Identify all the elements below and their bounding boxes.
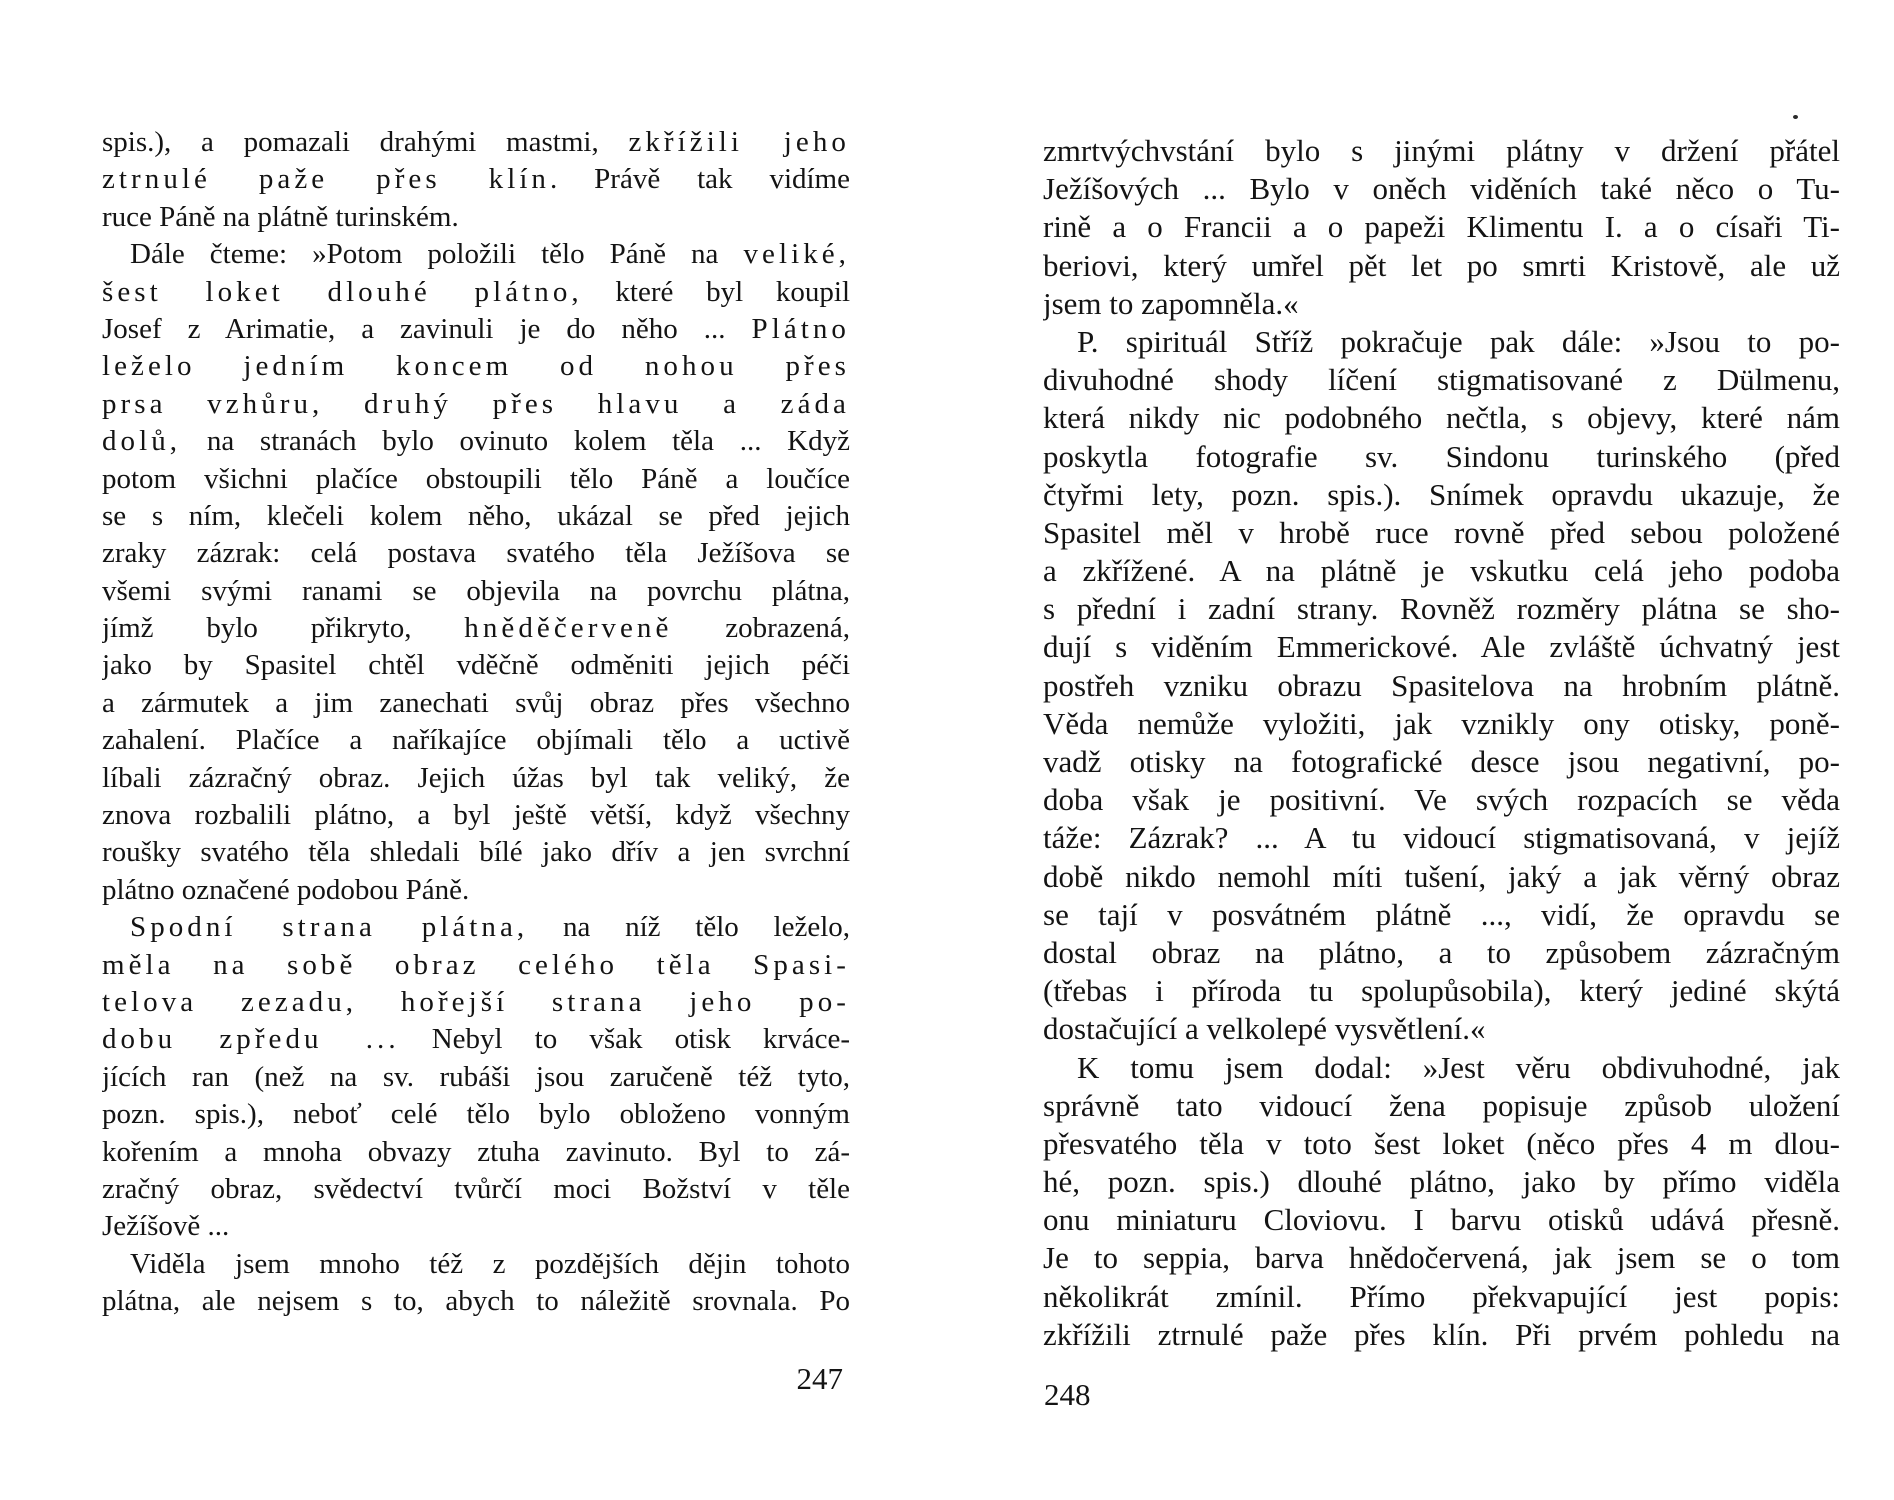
text-line — [102, 423, 850, 460]
text-run: která nikdy nic podobného nečtla, s objevy, které nám — [1043, 400, 1840, 436]
text-run: Spasitel měl v hrobě ruce rovně před sebou položené — [1043, 514, 1840, 550]
text-run: roušky svatého těla shledali bílé jako dřív a jen svrchní — [102, 836, 850, 869]
text-line — [102, 348, 850, 385]
text-run: poskytla fotografie sv. Sindonu turinského (před — [1043, 438, 1840, 474]
text-line — [1043, 1163, 1840, 1201]
text-run: a zkřížené. A na plátně je vskutku celá jeho podoba — [1043, 553, 1840, 589]
text-line — [1043, 399, 1840, 437]
letterspaced-emphasis: Spodní strana plátna, — [130, 911, 529, 944]
text-line — [102, 1096, 850, 1133]
text-run: dují s viděním Emmerickové. Ale zvláště úchvatný jest — [1043, 629, 1840, 665]
text-line — [102, 311, 850, 348]
text-line — [1043, 1087, 1840, 1125]
letterspaced-emphasis: prsa vzhůru, druhý přes hlavu a záda — [102, 387, 850, 420]
text-run: ruce Páně na plátně turinském. — [102, 200, 459, 233]
text-line — [102, 647, 850, 684]
text-line — [1043, 361, 1840, 399]
text-line — [102, 1059, 850, 1096]
text-run: Viděla jsem mnoho též z pozdějších dějin tohoto — [130, 1247, 850, 1280]
text-run: čtyřmi lety, pozn. spis.). Snímek opravdu ukazuje, že — [1043, 476, 1840, 512]
text-line — [102, 461, 850, 498]
text-line — [1043, 438, 1840, 476]
text-line — [102, 1171, 850, 1208]
text-line — [1043, 934, 1840, 972]
text-line — [102, 1208, 850, 1245]
letterspaced-emphasis: dobu zpředu ... — [102, 1023, 400, 1056]
text-run: zračný obraz, svědectví tvůrčí moci Božství v těle — [102, 1172, 850, 1205]
letterspaced-emphasis: měla na sobě obraz celého těla Spasi- — [102, 948, 850, 981]
text-line — [102, 872, 850, 909]
scan-speck-artifact — [1793, 115, 1798, 119]
text-line — [1043, 743, 1840, 781]
text-run: potom všichni plačíce obstoupili tělo Páně a loučíce — [102, 462, 850, 495]
text-line — [102, 909, 850, 946]
text-run: se tají v posvátném plátně ..., vidí, že opravdu se — [1043, 896, 1840, 932]
text-line — [1043, 1239, 1840, 1277]
letterspaced-emphasis: zkřížili jeho — [628, 126, 850, 158]
text-run: zmrtvýchvstání bylo s jinými plátny v držení přátel — [1043, 133, 1840, 168]
text-line — [102, 535, 850, 572]
text-line — [102, 834, 850, 871]
text-line — [1043, 781, 1840, 819]
text-run: Nebyl to však otisk krváce- — [399, 1023, 850, 1056]
text-line — [102, 797, 850, 834]
letterspaced-emphasis: šest loket dlouhé plátno, — [102, 275, 583, 308]
text-run: vadž otisky na fotografické desce jsou negativní, po- — [1043, 744, 1840, 779]
text-line — [1043, 1278, 1840, 1316]
text-run: plátna, ale nejsem s to, abych to náležitě srovnala. Po — [102, 1285, 850, 1318]
text-run: všemi svými ranami se objevila na povrchu plátna, — [102, 574, 850, 607]
text-line — [102, 274, 850, 311]
text-run: dostačující a velkolepé vysvětlení.« — [1043, 1011, 1486, 1047]
text-line — [1043, 896, 1840, 934]
text-line — [102, 386, 850, 423]
text-run: Ježíšových ... Bylo v oněch viděních také něco o Tu- — [1043, 171, 1840, 207]
text-line — [102, 1134, 850, 1171]
text-run: znova rozbalili plátno, a byl ještě větší, když všechny — [102, 799, 850, 832]
text-run: spis.), a pomazali drahými mastmi, — [102, 126, 629, 158]
text-line — [1043, 858, 1840, 896]
letterspaced-emphasis: telova zezadu, hořejší strana jeho po- — [102, 985, 850, 1018]
text-run: jímž bylo přikryto, — [102, 612, 465, 645]
text-line — [1043, 514, 1840, 552]
text-run: Ježíšově ... — [102, 1210, 230, 1243]
text-run: správně tato vidoucí žena popisuje způsob uložení — [1043, 1087, 1840, 1123]
text-line — [102, 722, 850, 759]
text-line — [1043, 1049, 1840, 1087]
text-run: Je to seppia, barva hnědočervená, jak jsem se o tom — [1043, 1240, 1840, 1276]
text-line — [1043, 1316, 1840, 1354]
text-run: beriovi, který umřel pět let po smrti Kristově, ale už — [1043, 247, 1840, 283]
text-run: na níž tělo leželo, — [528, 911, 850, 944]
text-run: které byl koupil — [582, 275, 850, 308]
text-line — [102, 610, 850, 647]
text-run: několikrát zmínil. Přímo překvapující jest popis: — [1043, 1278, 1840, 1314]
text-line — [102, 760, 850, 797]
text-line — [1043, 476, 1840, 514]
letterspaced-emphasis: Plátno — [751, 312, 850, 345]
text-line — [102, 1246, 850, 1283]
text-line — [102, 161, 850, 198]
text-run: zobrazená, — [672, 612, 850, 645]
text-line — [102, 236, 850, 273]
letterspaced-emphasis: dolů, — [102, 425, 182, 458]
text-line — [1043, 667, 1840, 705]
letterspaced-emphasis: leželo jedním koncem od nohou přes — [102, 350, 850, 383]
text-run: rině a o Francii a o papeži Klimentu I. a o císaři Ti- — [1043, 209, 1840, 245]
text-run: na stranách bylo ovinuto kolem těla ... Když — [181, 425, 850, 458]
text-run: zkřížili ztrnulé paže přes klín. Při prvém pohledu na — [1043, 1316, 1840, 1352]
text-run: Josef z Arimatie, a zavinuli je do něho ... — [102, 312, 752, 345]
page-right-text — [1043, 132, 1840, 1354]
text-run: divuhodné shody líčení stigmatisované z Dülmenu, — [1043, 362, 1840, 398]
text-line — [1043, 1010, 1840, 1048]
text-run: Dále čteme: »Potom položili tělo Páně na — [130, 238, 744, 271]
text-run: plátno označené podobou Páně. — [102, 873, 470, 906]
text-run: době nikdo nemohl míti tušení, jaký a jak věrný obraz — [1043, 858, 1840, 894]
text-run: zahalení. Plačíce a naříkajíce objímali tělo a uctivě — [102, 724, 850, 757]
text-run: se s ním, klečeli kolem něho, ukázal se před jejich — [102, 499, 850, 532]
text-line — [1043, 1201, 1840, 1239]
text-run: (třebas i příroda tu spolupůsobila), který jediné skýtá — [1043, 973, 1840, 1009]
letterspaced-emphasis: ztrnulé paže přes klín — [102, 163, 550, 196]
text-line — [102, 685, 850, 722]
text-run: jsem to zapomněla.« — [1043, 285, 1299, 321]
text-line — [102, 498, 850, 535]
text-line — [1043, 590, 1840, 628]
text-run: . Právě tak vidíme — [550, 163, 850, 196]
text-run: postřeh vzniku obrazu Spasitelova na hrobním plátně. — [1043, 667, 1840, 703]
text-line — [1043, 1125, 1840, 1163]
text-run: jako by Spasitel chtěl vděčně odměniti jejich péči — [102, 649, 850, 682]
text-line — [102, 124, 850, 161]
text-run: s přední i zadní strany. Rovněž rozměry plátna se sho- — [1043, 591, 1840, 627]
text-line — [1043, 247, 1840, 285]
text-line — [1043, 208, 1840, 246]
page-number-left: 247 — [796, 1361, 843, 1396]
text-line — [1043, 819, 1840, 857]
letterspaced-emphasis: veliké, — [743, 238, 850, 271]
text-run: dostal obraz na plátno, a to způsobem zázračným — [1043, 934, 1840, 970]
text-run: onu miniaturu Cloviovu. I barvu otisků udává přesně. — [1043, 1202, 1840, 1238]
text-line — [102, 1283, 850, 1320]
page-number-right: 248 — [1044, 1377, 1091, 1412]
text-run: doba však je positivní. Ve svých rozpacích se věda — [1043, 782, 1840, 818]
text-run: kořením a mnoha obvazy ztuha zavinuto. Byl to zá- — [102, 1135, 850, 1168]
text-run: líbali zázračný obraz. Jejich úžas byl tak veliký, že — [102, 761, 850, 794]
text-line — [1043, 552, 1840, 590]
text-line — [1043, 323, 1840, 361]
text-line — [1043, 170, 1840, 208]
text-run: táže: Zázrak? ... A tu vidoucí stigmatisovaná, v jejíž — [1043, 820, 1840, 856]
text-line — [1043, 285, 1840, 323]
text-line — [1043, 628, 1840, 666]
text-line — [1043, 705, 1840, 743]
text-line — [1043, 132, 1840, 170]
text-run: a zármutek a jim zanechati svůj obraz přes všechno — [102, 686, 850, 719]
text-run: zraky zázrak: celá postava svatého těla Ježíšova se — [102, 537, 850, 570]
text-line — [102, 573, 850, 610]
text-run: Věda nemůže vyložiti, jak vznikly ony otisky, poně- — [1043, 705, 1840, 741]
text-line — [102, 984, 850, 1021]
text-run: P. spirituál Stříž pokračuje pak dále: »Jsou to po- — [1077, 323, 1840, 359]
text-run: hé, pozn. spis.) dlouhé plátno, jako by přímo viděla — [1043, 1164, 1840, 1200]
text-run: jících ran (než na sv. rubáši jsou zaručeně též tyto, — [102, 1060, 850, 1093]
text-line — [102, 199, 850, 236]
text-line — [102, 1021, 850, 1058]
text-run: K tomu jsem dodal: »Jest věru obdivuhodné, jak — [1077, 1049, 1840, 1085]
letterspaced-emphasis: hněděčerveně — [464, 612, 673, 645]
text-run: přesvatého těla v toto šest loket (něco přes 4 m dlou- — [1043, 1125, 1840, 1161]
text-line — [102, 947, 850, 984]
text-line — [1043, 972, 1840, 1010]
page-left-text — [102, 124, 850, 1321]
text-run: pozn. spis.), neboť celé tělo bylo obloženo vonným — [102, 1098, 850, 1131]
